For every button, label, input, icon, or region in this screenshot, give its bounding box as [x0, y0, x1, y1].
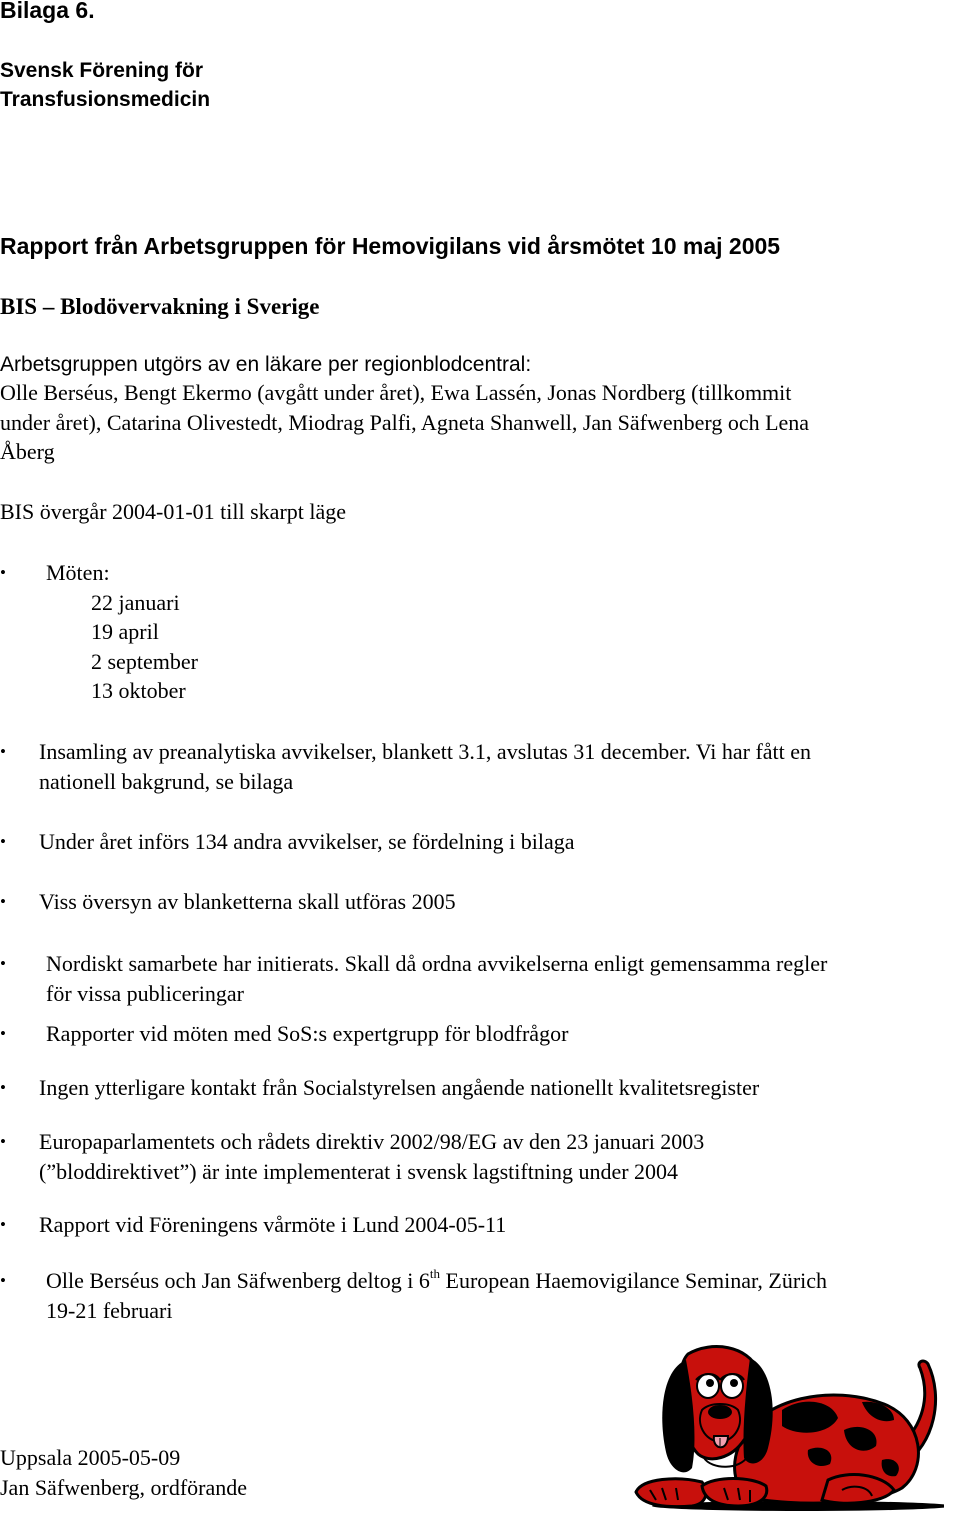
list-item-text: Rapport vid Föreningens vårmöte i Lund 2004-05-11 [39, 1212, 507, 1237]
bullet-glyph: • [0, 1271, 6, 1290]
list-item-line: Europaparlamentets och rådets direktiv 2002/98/EG av den 23 januari 2003 [39, 1129, 705, 1154]
superscript: th [429, 1266, 441, 1281]
bullet-glyph: • [0, 1024, 6, 1043]
list-item-line: nationell bakgrund, se bilaga [39, 768, 294, 794]
list-item-line: (”bloddirektivet”) är inte implementerat i svensk lagstiftning under 2004 [39, 1158, 679, 1184]
list-item-text: Rapporter vid möten med SoS:s expertgrupp för blodfrågor [46, 1021, 569, 1046]
list-item-line: 19-21 februari [46, 1297, 173, 1323]
list-item-line: Nordiskt samarbete har initierats. Skall då ordna avvikelserna enligt gemensamma regler [46, 951, 828, 976]
meeting-date: 22 januari [91, 589, 180, 615]
list-item-line: Insamling av preanalytiska avvikelser, blankett 3.1, avslutas 31 december. Vi har fått en [39, 739, 812, 764]
bullet-glyph: • [0, 742, 6, 761]
signature: Jan Säfwenberg, ordförande [0, 1474, 248, 1500]
members-line2: under året), Catarina Olivestedt, Miodrag Palfi, Agneta Shanwell, Jan Säfwenberg och Lena [0, 409, 810, 435]
intro-text: Arbetsgruppen utgörs av en läkare per regionblodcentral: [0, 353, 532, 376]
list-item-text [39, 737, 811, 796]
attachment-label: Bilaga 6. [0, 0, 95, 23]
list-item-text: Ingen ytterligare kontakt från Socialstyrelsen angående nationellt kvalitetsregister [39, 1075, 760, 1100]
meeting-date: 19 april [91, 619, 159, 644]
bullet-glyph: • [0, 954, 6, 973]
bullet-glyph: • [0, 563, 6, 582]
organization-name-line2: Transfusionsmedicin [0, 88, 211, 111]
bullet-glyph: • [0, 892, 6, 911]
status-text: BIS övergår 2004-01-01 till skarpt läge [0, 499, 347, 524]
meeting-date: 2 september [91, 648, 198, 674]
list-item-text [39, 1127, 704, 1186]
signature-block [0, 1443, 247, 1502]
meeting-date: 13 oktober [91, 678, 186, 703]
members-line3: Åberg [0, 439, 55, 464]
list-item-line [46, 1266, 827, 1296]
bloodhound-dog-icon [632, 1340, 944, 1512]
report-subtitle: BIS – Blodövervakning i Sverige [0, 294, 320, 319]
organization-name [0, 56, 210, 114]
list-item-text: Under året införs 134 andra avvikelser, se fördelning i bilaga [39, 829, 575, 854]
bullet-glyph: • [0, 1215, 6, 1234]
list-item-text [46, 1266, 827, 1325]
list-item-text-part: European Haemovigilance Seminar, Zürich [440, 1268, 828, 1293]
list-item-line: för vissa publiceringar [46, 980, 244, 1006]
members-line1: Olle Berséus, Bengt Ekermo (avgått under året), Ewa Lassén, Jonas Nordberg (tillkommit [0, 380, 792, 405]
place-date: Uppsala 2005-05-09 [0, 1445, 181, 1470]
meeting-dates [91, 588, 198, 706]
bullet-glyph: • [0, 1078, 6, 1097]
bullet-glyph: • [0, 832, 6, 851]
list-item-text: Viss översyn av blanketterna skall utföras 2005 [39, 889, 456, 914]
list-item-text [46, 949, 827, 1008]
organization-name-line1: Svensk Förening för [0, 59, 204, 82]
report-title: Rapport från Arbetsgruppen för Hemovigilans vid årsmötet 10 maj 2005 [0, 233, 781, 259]
meetings-label: Möten: [46, 560, 110, 585]
list-item-text-part: Olle Berséus och Jan Säfwenberg deltog i 6 [46, 1268, 430, 1293]
bullet-glyph: • [0, 1132, 6, 1151]
members-text [0, 378, 809, 467]
